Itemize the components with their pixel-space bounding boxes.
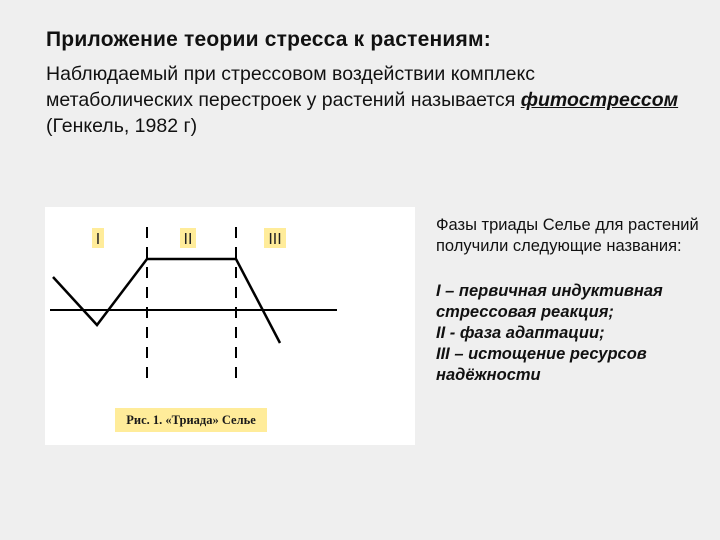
phase-label-1: I (95, 231, 101, 248)
selye-triad-figure (45, 207, 415, 445)
phase-name-1: I – первичная индуктивная стрессовая реакция; (436, 282, 663, 321)
slide-title: Приложение теории стресса к растениям: (46, 28, 491, 51)
intro-term: фитострессом (520, 89, 679, 111)
phase-label-2: II (183, 231, 193, 248)
phase-label-3: III (268, 231, 282, 248)
phases-description (436, 215, 706, 386)
intro-paragraph (46, 61, 686, 139)
phases-intro: Фазы триады Селье для растений получили следующие названия: (436, 216, 699, 255)
phase-names-list (436, 281, 706, 386)
phase-name-3: III – истощение ресурсов надёжности (436, 345, 647, 384)
phase-name-2: II - фаза адаптации; (436, 324, 605, 342)
figure-caption: Рис. 1. «Триада» Селье (115, 408, 267, 432)
intro-text-before: Наблюдаемый при стрессовом воздействии комплекс метаболических перестроек у растений называется (46, 63, 535, 111)
intro-text-after: (Генкель, 1982 г) (46, 115, 198, 137)
resistance-curve (53, 259, 280, 343)
